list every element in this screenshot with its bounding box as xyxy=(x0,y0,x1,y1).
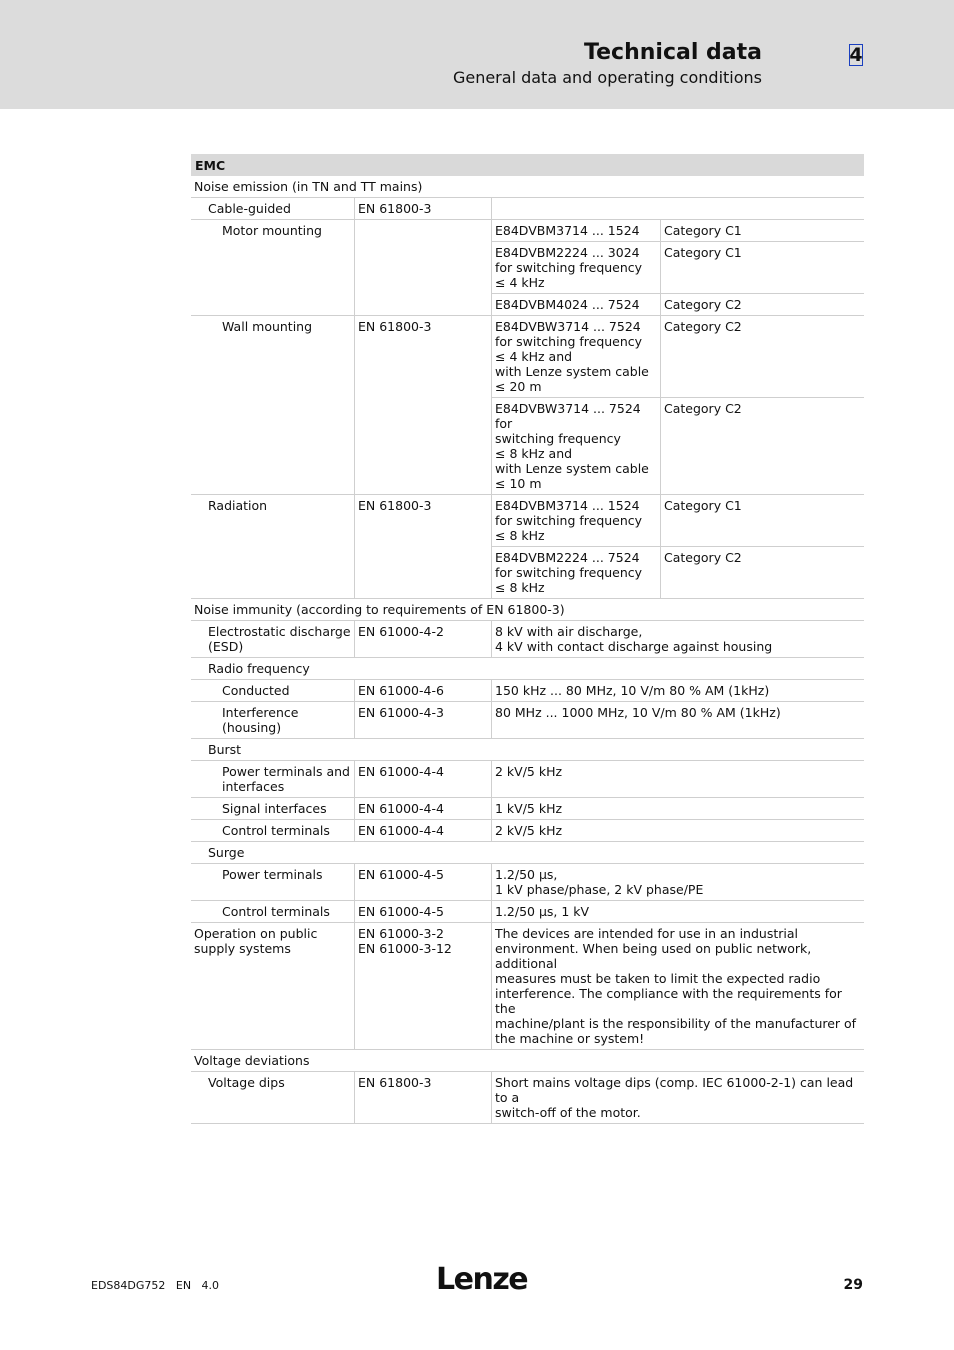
standard-cell: EN 61800-3 xyxy=(354,495,491,598)
sub-row xyxy=(492,242,864,294)
table-row xyxy=(191,1072,864,1124)
sub-row xyxy=(492,220,864,242)
chapter-number[interactable]: 4 xyxy=(849,43,863,66)
document-id: EDS84DG752 EN 4.0 xyxy=(91,1279,220,1292)
table-row xyxy=(191,901,864,923)
sub-rows xyxy=(491,220,864,315)
sub-row xyxy=(492,398,864,494)
standard-cell: EN 61800-3 xyxy=(354,1072,491,1123)
page-number: 29 xyxy=(843,1277,863,1293)
category-cell: Category C2 xyxy=(660,398,864,494)
sub-row xyxy=(492,316,864,398)
value-cell: 150 kHz ... 80 MHz, 10 V/m 80 % AM (1kHz) xyxy=(491,680,864,701)
row-label: Interference (housing) xyxy=(222,705,299,735)
table-row xyxy=(191,176,864,197)
table-row xyxy=(191,495,864,599)
device-cell: E84DVBW3714 ... 7524 for switching frequency ≤ 8 kHz and with Lenze system cable ≤ 10 m xyxy=(495,401,649,491)
category-cell: Category C2 xyxy=(660,547,864,598)
group-label: Voltage deviations xyxy=(194,1053,310,1068)
standard-cell: EN 61000-4-4 xyxy=(354,761,491,797)
value-cell: 2 kV/5 kHz xyxy=(491,820,864,841)
table-row xyxy=(191,923,864,1050)
group-label: Surge xyxy=(208,845,245,860)
table-row xyxy=(191,702,864,739)
header-band xyxy=(0,0,954,109)
emc-table xyxy=(191,154,864,1124)
section-heading: EMC xyxy=(191,154,864,176)
standard-cell: EN 61000-4-4 xyxy=(354,820,491,841)
group-label: Noise emission (in TN and TT mains) xyxy=(194,179,423,194)
sub-row xyxy=(492,294,864,315)
row-label: Electrostatic discharge (ESD) xyxy=(208,624,351,654)
group-label: Burst xyxy=(208,742,242,757)
group-label: Radio frequency xyxy=(208,661,310,676)
category-cell: Category C2 xyxy=(660,294,864,315)
standard-cell xyxy=(354,220,491,315)
row-label: Control terminals xyxy=(222,823,330,838)
sub-rows xyxy=(491,495,864,598)
table-row xyxy=(191,864,864,901)
standard-cell: EN 61000-4-5 xyxy=(354,864,491,900)
table-row xyxy=(191,680,864,702)
row-label: Control terminals xyxy=(222,904,330,919)
category-cell: Category C1 xyxy=(660,495,864,546)
row-label: Wall mounting xyxy=(222,319,313,334)
table-row xyxy=(191,599,864,621)
value-cell: The devices are intended for use in an industrial environment. When being used on public network, additional measures must be taken to limit the expected radio interference. The compliance with the requirements for the machine/plant is the responsibility of the manufacturer of the machine or system! xyxy=(491,923,864,1049)
page-title: Technical data xyxy=(584,40,762,65)
standard-cell: EN 61800-3 xyxy=(354,316,491,494)
row-label: Radiation xyxy=(208,498,268,513)
value-cell: 2 kV/5 kHz xyxy=(491,761,864,797)
lenze-logo: Lenze xyxy=(436,1262,528,1297)
category-cell: Category C2 xyxy=(660,316,864,397)
table-row xyxy=(191,798,864,820)
value-cell: 1.2/50 µs, 1 kV phase/phase, 2 kV phase/PE xyxy=(491,864,864,900)
table-row xyxy=(191,316,864,495)
table-row xyxy=(191,1050,864,1072)
row-label: Conducted xyxy=(222,683,290,698)
empty-cell xyxy=(491,198,864,219)
table-row xyxy=(191,761,864,798)
row-label: Motor mounting xyxy=(222,223,322,238)
row-label: Power terminals and interfaces xyxy=(222,764,350,794)
standard-cell: EN 61000-4-3 xyxy=(354,702,491,738)
device-cell: E84DVBM2224 ... 3024 for switching frequency ≤ 4 kHz xyxy=(495,245,643,290)
device-cell: E84DVBM3714 ... 1524 for switching frequency ≤ 8 kHz xyxy=(495,498,643,543)
table-row xyxy=(191,820,864,842)
standard-cell: EN 61800-3 xyxy=(354,198,491,219)
row-label: Signal interfaces xyxy=(222,801,327,816)
table-row xyxy=(191,658,864,680)
standard-cell: EN 61000-3-2 EN 61000-3-12 xyxy=(354,923,491,1049)
device-cell: E84DVBM2224 ... 7524 for switching frequency ≤ 8 kHz xyxy=(495,550,643,595)
group-label: Noise immunity (according to requirements of EN 61800-3) xyxy=(194,602,565,617)
category-cell: Category C1 xyxy=(660,220,864,241)
sub-rows xyxy=(491,316,864,494)
table-row xyxy=(191,739,864,761)
device-cell: E84DVBM4024 ... 7524 xyxy=(495,297,640,312)
device-cell: E84DVBW3714 ... 7524 for switching frequency ≤ 4 kHz and with Lenze system cable ≤ 20 m xyxy=(495,319,649,394)
row-label: Operation on public supply systems xyxy=(194,926,318,956)
table-row xyxy=(191,621,864,658)
sub-row xyxy=(492,547,864,598)
table-row xyxy=(191,220,864,316)
device-cell: E84DVBM3714 ... 1524 xyxy=(495,223,640,238)
value-cell: Short mains voltage dips (comp. IEC 61000-2-1) can lead to a switch-off of the motor. xyxy=(491,1072,864,1123)
page-subtitle: General data and operating conditions xyxy=(452,68,762,87)
value-cell: 80 MHz ... 1000 MHz, 10 V/m 80 % AM (1kHz) xyxy=(491,702,864,738)
table-row xyxy=(191,197,864,220)
table-row xyxy=(191,842,864,864)
value-cell: 1 kV/5 kHz xyxy=(491,798,864,819)
sub-row xyxy=(492,495,864,547)
standard-cell: EN 61000-4-2 xyxy=(354,621,491,657)
standard-cell: EN 61000-4-5 xyxy=(354,901,491,922)
value-cell: 1.2/50 µs, 1 kV xyxy=(491,901,864,922)
standard-cell: EN 61000-4-6 xyxy=(354,680,491,701)
row-label: Cable-guided xyxy=(208,201,291,216)
row-label: Power terminals xyxy=(222,867,323,882)
standard-cell: EN 61000-4-4 xyxy=(354,798,491,819)
value-cell: 8 kV with air discharge, 4 kV with contact discharge against housing xyxy=(491,621,864,657)
row-label: Voltage dips xyxy=(208,1075,285,1090)
category-cell: Category C1 xyxy=(660,242,864,293)
